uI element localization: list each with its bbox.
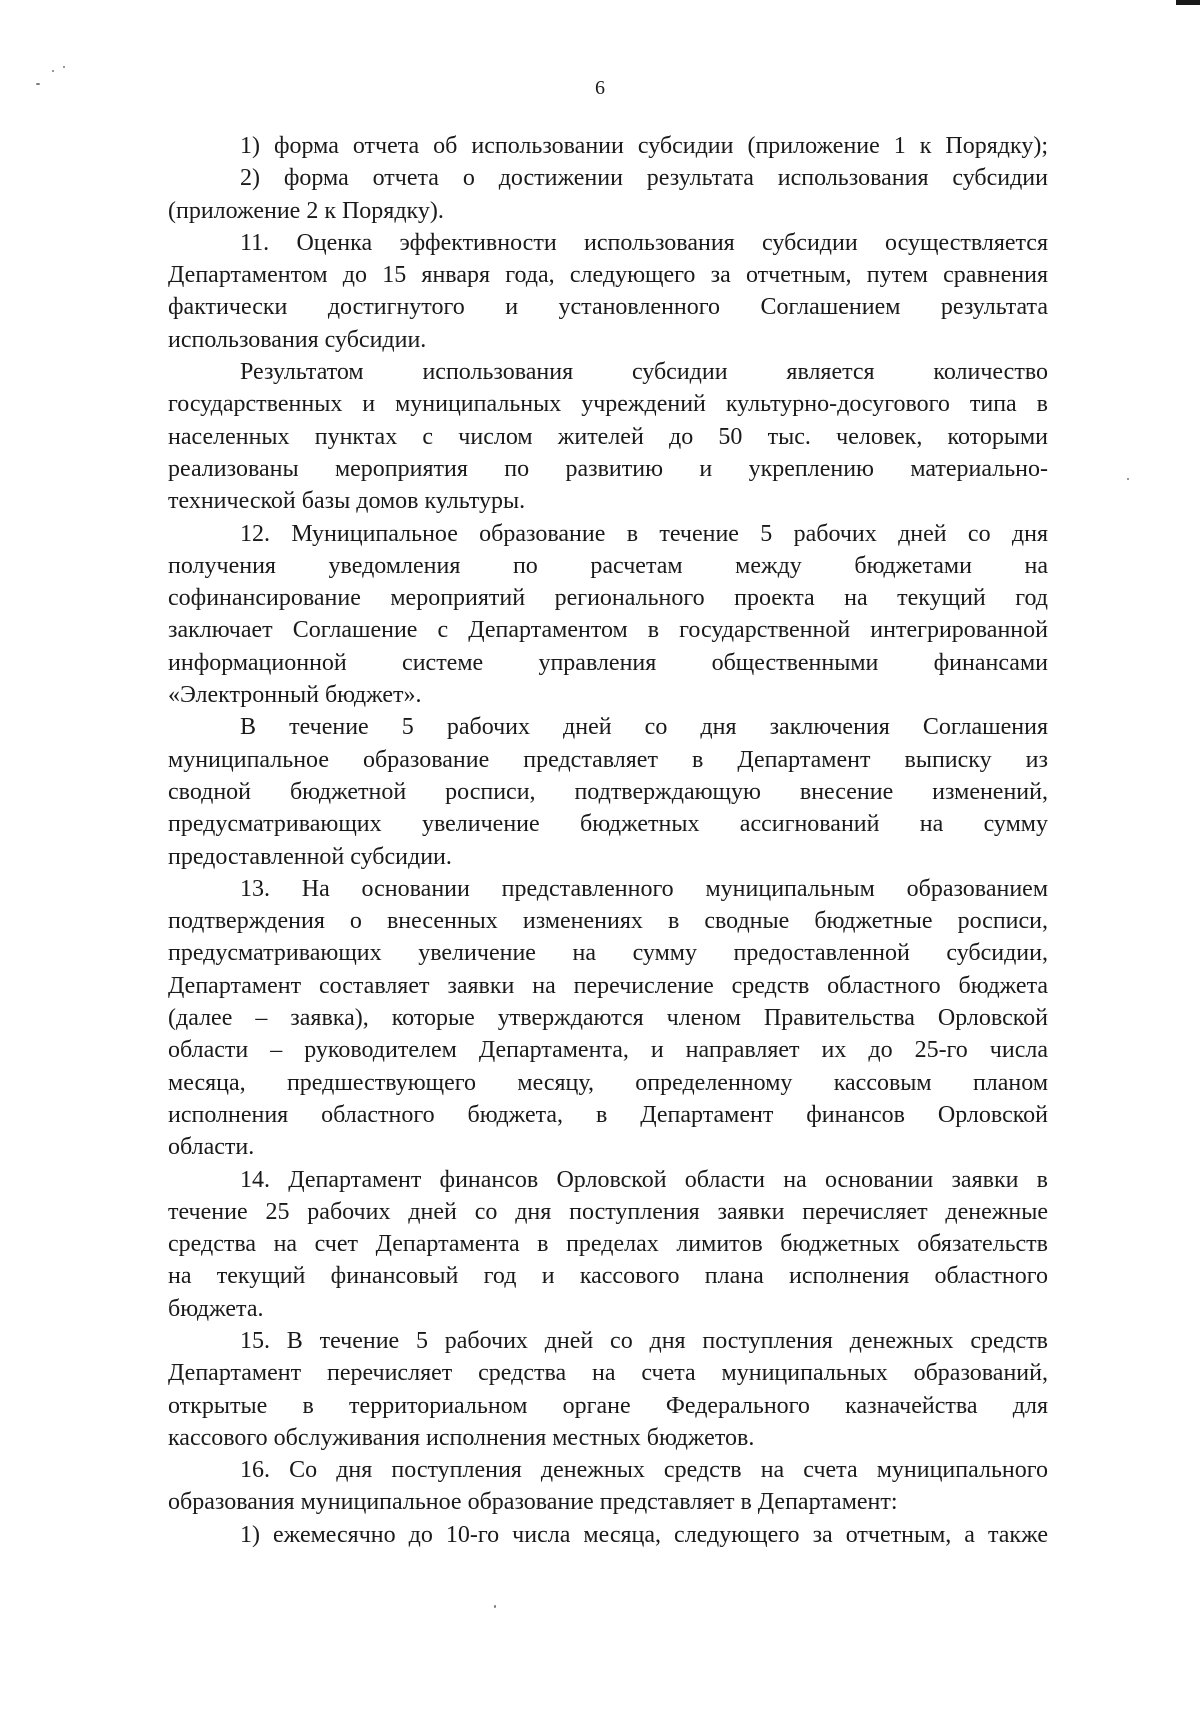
text-line: исполнения областного бюджета, в Департамент финансов Орловской — [168, 1101, 1048, 1128]
text-line: течение 25 рабочих дней со дня поступления заявки перечисляет денежные — [168, 1198, 1048, 1225]
text-line: предоставленной субсидии. — [168, 843, 452, 870]
scan-speck — [52, 70, 54, 72]
text-line: 15. В течение 5 рабочих дней со дня поступления денежных средств — [240, 1327, 1048, 1354]
text-line: предусматривающих увеличение бюджетных ассигнований на сумму — [168, 811, 1048, 838]
text-line: 12. Муниципальное образование в течение 5 рабочих дней со дня — [240, 520, 1048, 547]
text-line: государственных и муниципальных учреждений культурно-досугового типа в — [168, 391, 1048, 418]
scan-speck — [63, 66, 65, 68]
text-line: (приложение 2 к Порядку). — [168, 197, 444, 224]
text-line: Департамент составляет заявки на перечисление средств областного бюджета — [168, 972, 1048, 999]
text-line: образования муниципальное образование представляет в Департамент: — [168, 1489, 898, 1516]
text-line: сводной бюджетной росписи, подтверждающую внесение изменений, — [168, 778, 1048, 805]
text-line: 1) форма отчета об использовании субсидии (приложение 1 к Порядку); — [240, 133, 1048, 159]
text-line: на текущий финансовый год и кассового плана исполнения областного — [168, 1263, 1048, 1290]
page-number: 6 — [595, 77, 605, 99]
text-line: 11. Оценка эффективности использования субсидии осуществляется — [240, 229, 1048, 256]
text-line: получения уведомления по расчетам между бюджетами на — [168, 552, 1048, 579]
text-line: 13. На основании представленного муниципальным образованием — [240, 875, 1048, 902]
text-line: бюджета. — [168, 1295, 264, 1322]
text-line: 2) форма отчета о достижении результата использования субсидии — [240, 165, 1048, 192]
text-line: предусматривающих увеличение на сумму предоставленной субсидии, — [168, 940, 1048, 967]
text-line: 16. Со дня поступления денежных средств на счета муниципального — [240, 1457, 1048, 1484]
text-line: 1) ежемесячно до 10-го числа месяца, следующего за отчетным, а также — [240, 1521, 1048, 1548]
text-line: области. — [168, 1134, 255, 1161]
scan-corner-mark — [1176, 0, 1200, 5]
text-line: муниципальное образование представляет в Департамент выписку из — [168, 746, 1048, 773]
text-line: реализованы мероприятия по развитию и укреплению материально- — [168, 455, 1048, 482]
text-line: подтверждения о внесенных изменениях в сводные бюджетные росписи, — [168, 908, 1048, 935]
document-body — [168, 130, 1048, 1551]
text-line: Департамент перечисляет средства на счета муниципальных образований, — [168, 1360, 1048, 1387]
text-line: средства на счет Департамента в пределах лимитов бюджетных обязательств — [168, 1231, 1048, 1258]
text-line: месяца, предшествующего месяцу, определенному кассовым планом — [168, 1069, 1048, 1096]
text-line: (далее – заявка), которые утверждаются членом Правительства Орловской — [168, 1005, 1048, 1032]
text-line: заключает Соглашение с Департаментом в государственной интегрированной — [168, 617, 1048, 644]
text-line: информационной системе управления общественными финансами — [168, 649, 1048, 676]
text-line: технической базы домов культуры. — [168, 488, 526, 515]
text-line: Результатом использования субсидии является количество — [240, 359, 1048, 386]
text-line: открытые в территориальном органе Федерального казначейства для — [168, 1392, 1048, 1419]
scan-speck — [1127, 478, 1129, 480]
text-line: софинансирование мероприятий регионального проекта на текущий год — [168, 585, 1048, 612]
text-line: «Электронный бюджет». — [168, 682, 422, 709]
text-line: населенных пунктах с числом жителей до 50 тыс. человек, которыми — [168, 423, 1048, 450]
text-line: фактически достигнутого и установленного Соглашением результата — [168, 294, 1048, 321]
text-line: Департаментом до 15 января года, следующего за отчетным, путем сравнения — [168, 262, 1048, 289]
text-line: В течение 5 рабочих дней со дня заключения Соглашения — [240, 714, 1048, 741]
scan-speck — [494, 1605, 496, 1608]
text-line: 14. Департамент финансов Орловской области на основании заявки в — [240, 1166, 1048, 1193]
text-line: области – руководителем Департамента, и направляет их до 25-го числа — [168, 1037, 1048, 1064]
text-line: использования субсидии. — [168, 326, 427, 353]
text-line: кассового обслуживания исполнения местных бюджетов. — [168, 1424, 755, 1451]
